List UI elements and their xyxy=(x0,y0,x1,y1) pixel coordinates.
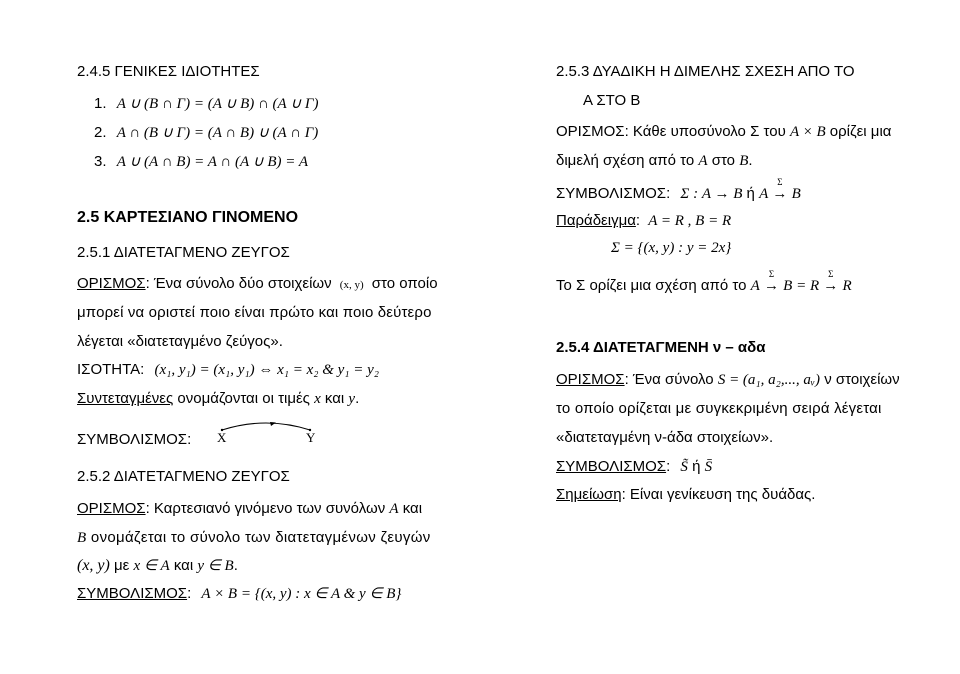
symbolism-3-label: ΣΥΜΒΟΛΙΣΜΟΣ xyxy=(556,185,667,202)
equality-line xyxy=(77,360,379,380)
definition-3-line-2 xyxy=(556,151,753,171)
definition-2-line-2 xyxy=(77,528,431,548)
coordinates-line xyxy=(77,389,359,409)
property-1-number: 1. xyxy=(94,95,107,112)
relation-set-a: A xyxy=(750,278,760,294)
section-253-title-line-2: A ΣΤΟ B xyxy=(583,92,641,109)
relation-notation-b-set-a: A xyxy=(759,186,769,202)
arc-arrowhead xyxy=(270,422,276,426)
note-text: : Είναι γενίκευση της δυάδας. xyxy=(621,486,816,503)
property-2 xyxy=(94,123,318,143)
note-line xyxy=(556,485,815,505)
definition-3-text-c: διμελή σχέση από το xyxy=(556,152,699,169)
definition-2-and: και xyxy=(169,557,198,574)
relation-text: Το Σ ορίζει μια σχέση από το xyxy=(556,277,751,294)
section-251-title: 2.5.1 ΔΙΑΤΕΤΑΓΜΕΝΟ ΖΕΥΓΟΣ xyxy=(77,244,290,261)
property-3-formula: A ∪ (A ∩ B) = A ∩ (A ∪ B) = A xyxy=(116,154,309,170)
definition-2-label: ΟΡΙΣΜΟΣ xyxy=(77,500,146,517)
relation-r: R xyxy=(842,278,852,294)
property-2-number: 2. xyxy=(94,124,107,141)
definition-1-text-b: στο οποίο xyxy=(371,275,438,292)
coordinates-dot: . xyxy=(355,390,360,407)
symbolism-3-colon: : xyxy=(666,185,671,202)
section-252-title: 2.5.2 ΔΙΑΤΕΤΑΓΜΕΝΟ ΖΕΥΓΟΣ xyxy=(77,468,290,485)
definition-1-line-2: μπορεί να οριστεί ποιο είναι πρώτο και ποιο δεύτερο xyxy=(77,304,432,321)
definition-4-text-a: : Ένα σύνολο xyxy=(624,371,718,388)
definition-3-line-1 xyxy=(556,122,891,142)
relation-b-equals-r: B = R xyxy=(783,278,820,294)
property-3-number: 3. xyxy=(94,153,107,170)
definition-label: ΟΡΙΣΜΟΣ xyxy=(77,275,146,292)
equality-label: ΙΣΟΤΗΤΑ xyxy=(77,361,141,378)
example-sets: A = R , B = R xyxy=(648,213,732,229)
definition-3-text-d: στο xyxy=(707,152,740,169)
definition-2-text-c: ονομάζεται το σύνολο των διατεταγμένων ζευγών xyxy=(86,529,431,546)
definition-3-set-a: A xyxy=(698,153,708,169)
definition-4-line-2: το οποίο ορίζεται με συγκεκριμένη σειρά λέγεται xyxy=(556,400,882,417)
section-245-title: 2.4.5 ΓΕΝΙΚΕΣ ΙΔΙΟΤΗΤΕΣ xyxy=(77,63,260,80)
relation-arrow-1-glyph: → xyxy=(763,278,779,294)
relation-arrow: → xyxy=(772,186,788,202)
relation-arrow-2 xyxy=(823,269,839,296)
definition-3-text-a: : Κάθε υποσύνολο Σ του xyxy=(624,123,790,140)
definition-2-y-in-b: y ∈ B xyxy=(197,558,234,574)
relation-notation-b-set-b: B xyxy=(791,186,801,202)
section-254-title: 2.5.4 ΔΙΑΤΕΤΑΓΜΕΝΗ ν – αδα xyxy=(556,339,766,356)
definition-2-text-b: και xyxy=(398,500,423,517)
arc-curve xyxy=(222,423,310,430)
definition-3-product: A × B xyxy=(789,124,826,140)
definition-3-dot: . xyxy=(748,152,753,169)
property-2-formula: A ∩ (B ∪ Γ) = (A ∩ B) ∪ (A ∩ Γ) xyxy=(116,125,319,141)
symbolism-2-label: ΣΥΜΒΟΛΙΣΜΟΣ xyxy=(77,585,188,602)
coordinates-label: Συντεταγμένες xyxy=(77,390,174,407)
definition-3-set-b: B xyxy=(739,153,749,169)
symbolism-4-or: ή xyxy=(687,458,705,475)
definition-2-set-a: A xyxy=(389,501,399,517)
symbolism-line-1 xyxy=(77,430,191,450)
definition-4-text-b: ν στοιχείων xyxy=(820,371,900,388)
example-label: Παράδειγμα xyxy=(556,212,636,229)
relation-sigma-1: Σ xyxy=(768,269,775,279)
equality-colon: : xyxy=(140,361,145,378)
definition-2-with: με xyxy=(109,557,134,574)
definition-1-line-1 xyxy=(77,274,438,295)
example-relation-set: Σ = {(x, y) : y = 2x} xyxy=(611,240,732,256)
section-253-title-line-1: 2.5.3 ΔΥΑΔΙΚΗ Η ΔΙΜΕΛΗΣ ΣΧΕΣΗ ΑΠΟ ΤΟ xyxy=(556,63,855,80)
symbolism-colon: : xyxy=(187,431,192,448)
relation-arrow-with-sigma xyxy=(772,177,788,204)
definition-3-label: ΟΡΙΣΜΟΣ xyxy=(556,123,625,140)
definition-1-text-a: : Ένα σύνολο δύο στοιχείων xyxy=(145,275,332,292)
sigma-label: Σ xyxy=(777,177,783,187)
relation-sigma-2: Σ xyxy=(828,269,834,279)
definition-2-x-in-a: x ∈ A xyxy=(133,558,170,574)
definition-3-text-b: ορίζει μια xyxy=(825,123,892,140)
symbolism-3-line xyxy=(556,177,801,204)
symbolism-line-2 xyxy=(77,584,401,604)
example-colon: : xyxy=(635,212,641,229)
relation-line xyxy=(556,269,852,296)
relation-arrow-2-glyph: → xyxy=(823,278,839,294)
definition-4-label: ΟΡΙΣΜΟΣ xyxy=(556,371,625,388)
symbolism-4-label: ΣΥΜΒΟΛΙΣΜΟΣ xyxy=(556,458,667,475)
symbolism-2-colon: : xyxy=(187,585,192,602)
definition-2-dot: . xyxy=(233,557,238,574)
definition-4-tuple: S = (a₁, a₂,..., aᵥ) xyxy=(717,372,821,388)
property-3 xyxy=(94,152,308,172)
section-25-title: 2.5 ΚΑΡΤΕΣΙΑΝΟ ΓΙΝΟΜΕΝΟ xyxy=(77,209,299,226)
symbolism-3-or: ή xyxy=(742,185,760,202)
coordinates-and: και xyxy=(320,390,349,407)
definition-2-text-a: : Καρτεσιανό γινόμενο των συνόλων xyxy=(145,500,390,517)
symbol-y: Y xyxy=(306,430,316,445)
equality-formula: (x₁, y₁) = (x₁, y₁) ⇔ x₁ = x₂ & y₁ = y₂ xyxy=(154,362,380,378)
cartesian-product-formula: A × B = {(x, y) : x ∈ A & y ∈ B} xyxy=(201,586,402,602)
definition-2-pair: (x, y) xyxy=(77,557,110,574)
definition-2-line-1 xyxy=(77,499,422,519)
example-line xyxy=(556,211,731,231)
symbolism-4-colon: : xyxy=(666,458,671,475)
tuple-notation-tilde: S̃ xyxy=(680,459,688,475)
symbolism-4-line xyxy=(556,457,712,477)
relation-arrow-1 xyxy=(763,269,779,296)
tuple-notation-bar: S̄ xyxy=(704,459,713,475)
relation-notation-a: Σ : A → B xyxy=(680,186,743,202)
symbolism-label: ΣΥΜΒΟΛΙΣΜΟΣ xyxy=(77,431,188,448)
coordinates-text: ονομάζονται οι τιμές xyxy=(173,390,315,407)
note-label: Σημείωση xyxy=(556,486,622,503)
coordinates-y: y xyxy=(348,391,356,407)
symbol-x: X xyxy=(217,430,227,445)
property-1 xyxy=(94,94,318,114)
definition-2-set-b: B xyxy=(77,530,87,546)
definition-4-line-1 xyxy=(556,370,900,390)
coordinates-x: x xyxy=(314,391,321,407)
definition-2-line-3 xyxy=(77,556,238,576)
definition-1-pair: (x, y) xyxy=(339,279,364,291)
property-1-formula: A ∪ (B ∩ Γ) = (A ∪ B) ∩ (A ∪ Γ) xyxy=(116,96,319,112)
definition-1-line-3: λέγεται «διατεταγμένο ζεύγος». xyxy=(77,333,283,350)
definition-4-line-3: «διατεταγμένη ν-άδα στοιχείων». xyxy=(556,429,774,446)
